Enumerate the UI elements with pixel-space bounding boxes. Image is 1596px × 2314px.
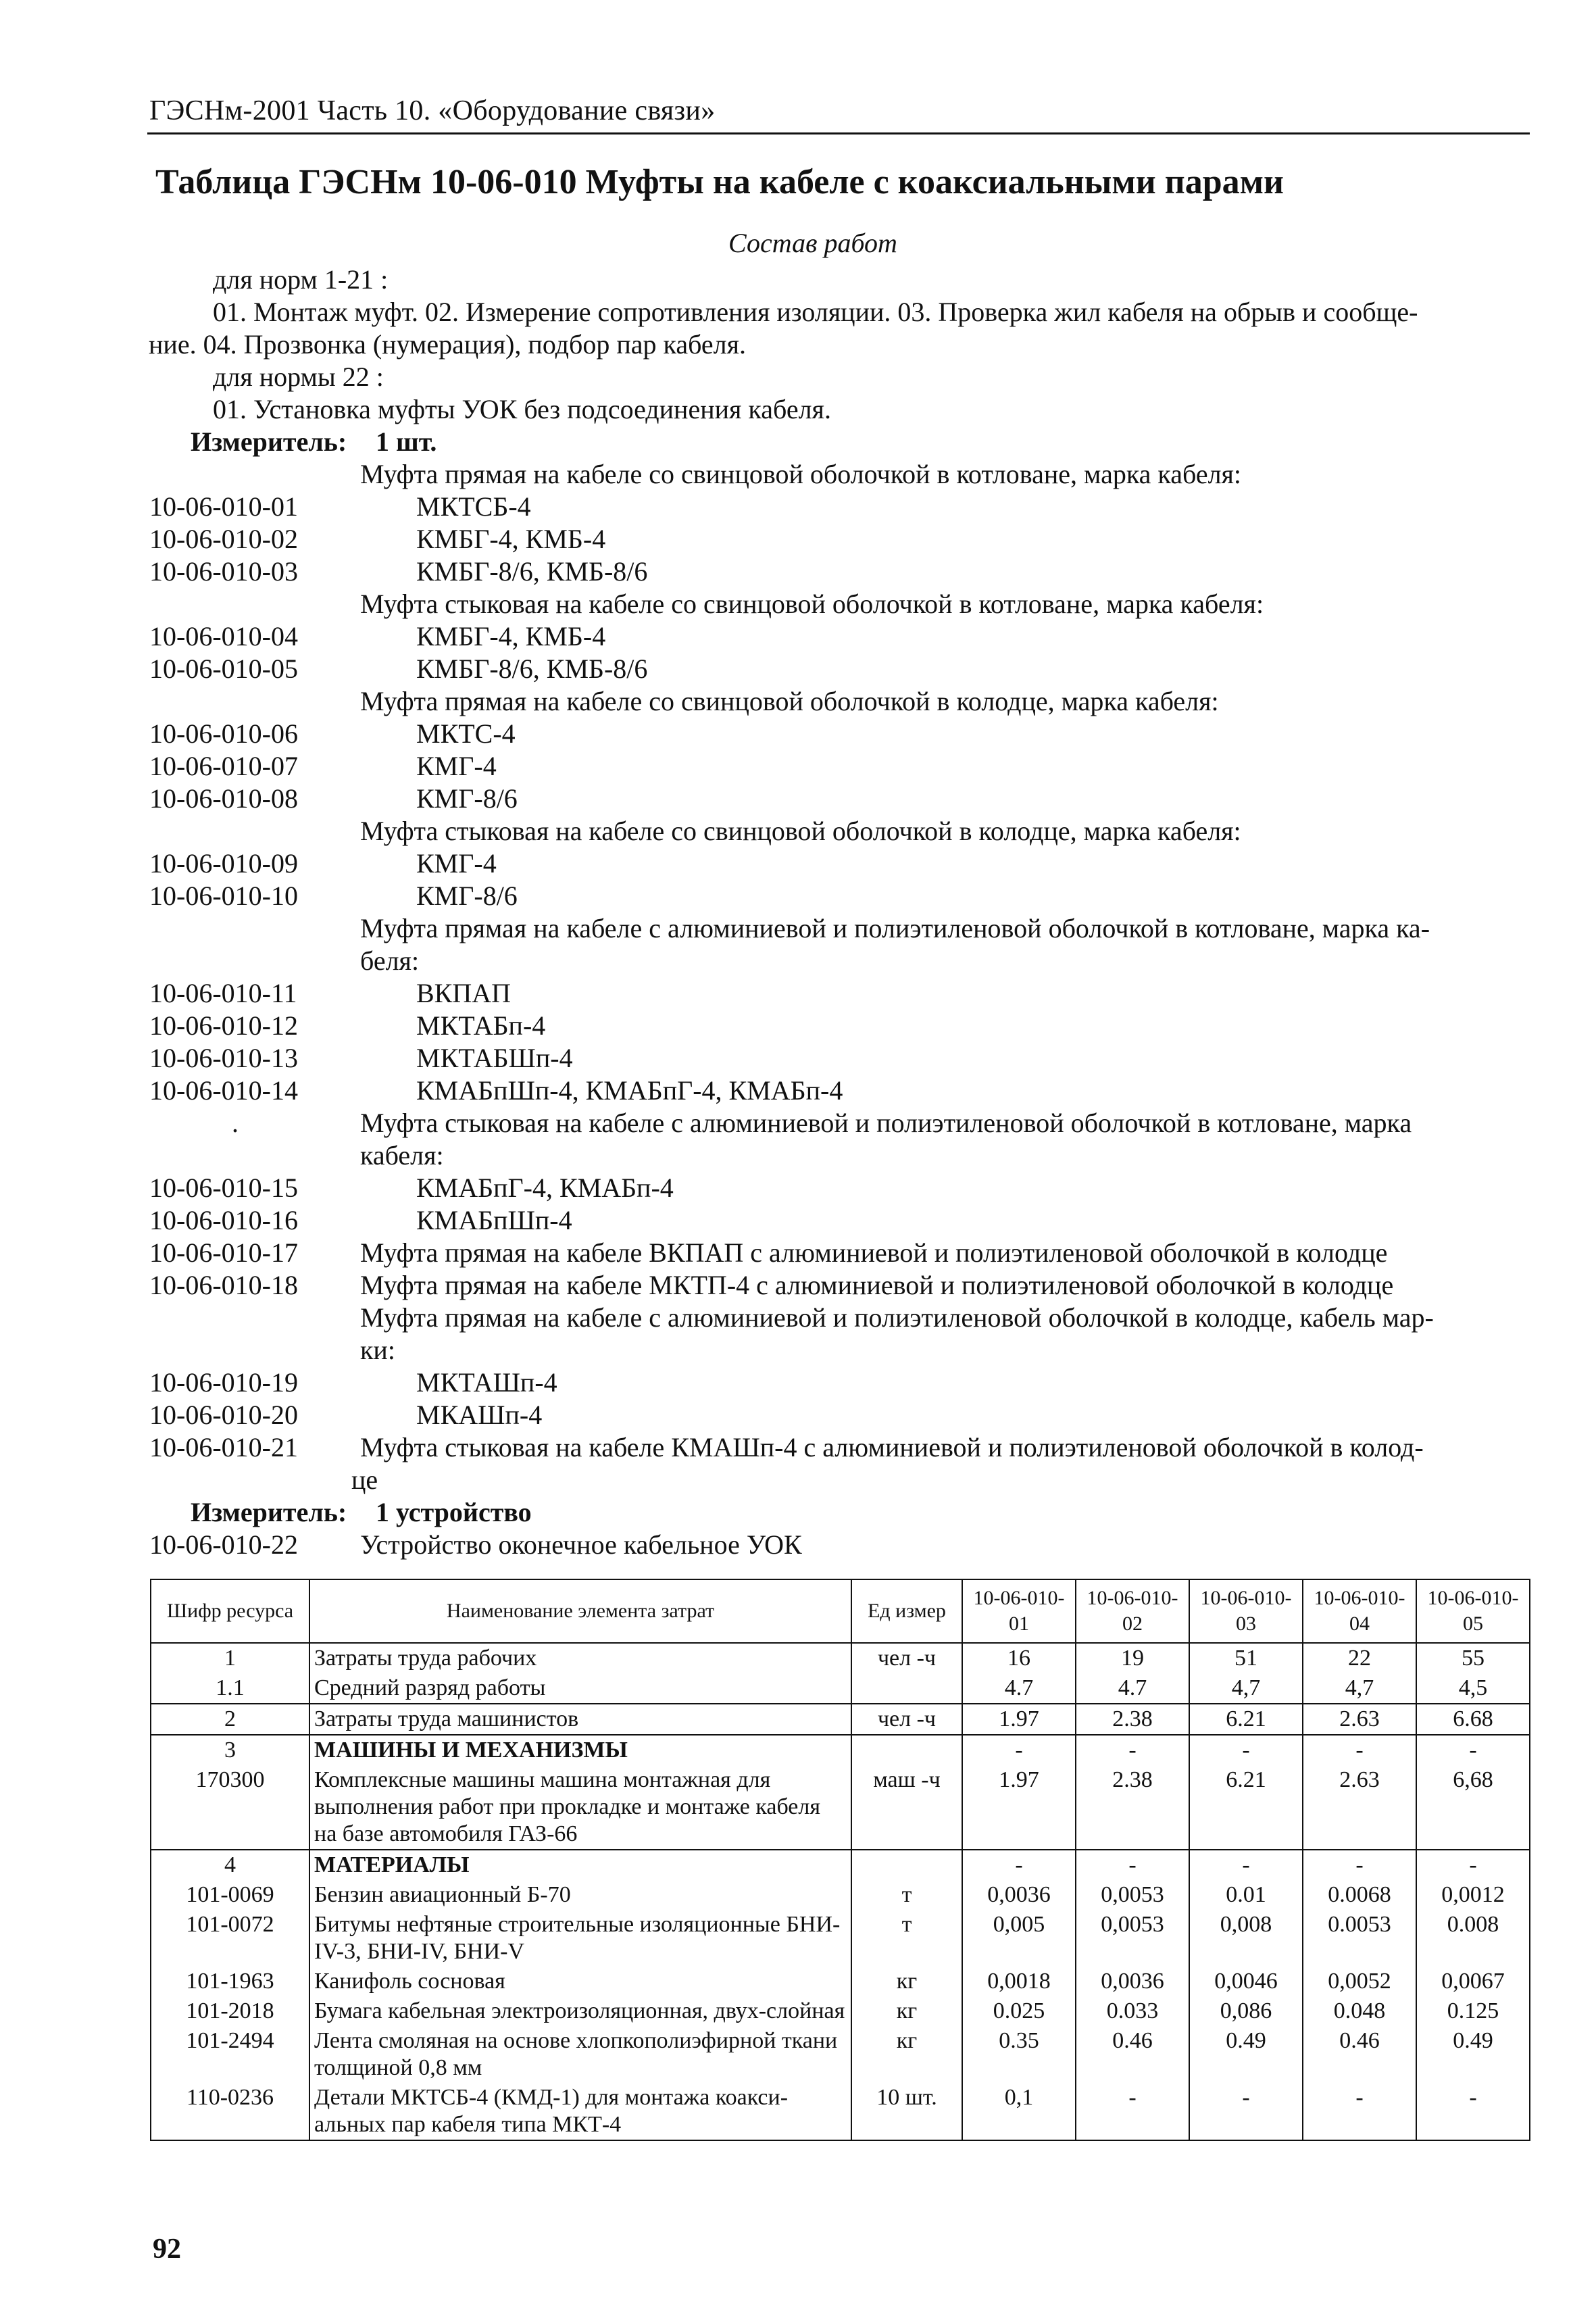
unit: [851, 1735, 962, 1765]
value-norm-04: 0.048: [1303, 1996, 1416, 2026]
cost-element-name: Битумы нефтяные строительные изоляционные БНИ-IV-3, БНИ-IV, БНИ-V: [309, 1910, 851, 1967]
norm-code: 10-06-010-21: [149, 1432, 298, 1462]
value-norm-01: 16: [962, 1643, 1076, 1673]
norm-code: 10-06-010-08: [149, 783, 298, 814]
resource-code: 101-2018: [151, 1996, 309, 2026]
group-heading-line2: ки:: [360, 1335, 395, 1365]
value-norm-04: 0.0068: [1303, 1880, 1416, 1910]
header-unit: Ед измер: [851, 1579, 962, 1643]
resource-code: 101-2494: [151, 2026, 309, 2083]
norm-code: 10-06-010-09: [149, 848, 298, 879]
cost-element-name: Бензин авиационный Б-70: [309, 1880, 851, 1910]
value-norm-05: -: [1416, 1850, 1530, 1880]
value-norm-05: 55: [1416, 1643, 1530, 1673]
value-norm-04: 4,7: [1303, 1673, 1416, 1704]
unit: маш -ч: [851, 1765, 962, 1850]
norm-code: 10-06-010-12: [149, 1010, 298, 1041]
value-norm-02: 2.38: [1076, 1765, 1189, 1850]
unit: кг: [851, 1967, 962, 1996]
resource-code: 3: [151, 1735, 309, 1765]
value-norm-03: 4,7: [1189, 1673, 1303, 1704]
value-norm-02: 0,0053: [1076, 1910, 1189, 1967]
value-norm-04: -: [1303, 2083, 1416, 2140]
unit: чел -ч: [851, 1704, 962, 1735]
value-norm-04: -: [1303, 1850, 1416, 1880]
header-norm-04: 10-06-010-04: [1303, 1579, 1416, 1643]
value-norm-01: -: [962, 1850, 1076, 1880]
unit: [851, 1673, 962, 1704]
value-norm-05: -: [1416, 1735, 1530, 1765]
value-norm-03: 0,0046: [1189, 1967, 1303, 1996]
section-heading: МАШИНЫ И МЕХАНИЗМЫ: [309, 1735, 851, 1765]
norm-description-line1: Муфта стыковая на кабеле КМАШп-4 с алюминиевой и полиэтиленовой оболочкой в колод-: [360, 1432, 1424, 1462]
norm-description: ВКПАП: [416, 978, 512, 1008]
value-norm-05: 0.125: [1416, 1996, 1530, 2026]
value-norm-03: 6.21: [1189, 1704, 1303, 1735]
meter-value: 1 шт.: [376, 426, 437, 457]
value-norm-05: 4,5: [1416, 1673, 1530, 1704]
norm-description: КМАБпШп-4, КМАБпГ-4, КМАБп-4: [416, 1075, 843, 1106]
header-norm-03: 10-06-010-03: [1189, 1579, 1303, 1643]
norm-code: 10-06-010-20: [149, 1400, 298, 1430]
cost-element-name: Комплексные машины машина монтажная для выполнения работ при прокладке и монтаже кабеля на базе автомобиля ГАЗ-66: [309, 1765, 851, 1850]
value-norm-02: 0,0036: [1076, 1967, 1189, 1996]
value-norm-02: 2.38: [1076, 1704, 1189, 1735]
norms-1-21-text-line1: 01. Монтаж муфт. 02. Измерение сопротивления изоляции. 03. Проверка жил кабеля на обрыв и сообще-: [213, 297, 1418, 327]
norms-1-21-label: для норм 1-21 :: [213, 264, 389, 295]
value-norm-04: 0.0053: [1303, 1910, 1416, 1967]
value-norm-04: 0.46: [1303, 2026, 1416, 2083]
norm-description: КМАБпШп-4: [416, 1205, 572, 1235]
meter-label: Измеритель:: [191, 426, 347, 457]
value-norm-05: 0,0012: [1416, 1880, 1530, 1910]
value-norm-01: 0,0018: [962, 1967, 1076, 1996]
norm-code: 10-06-010-11: [149, 978, 297, 1008]
value-norm-04: 0,0052: [1303, 1967, 1416, 1996]
norm-code: 10-06-010-18: [149, 1270, 298, 1300]
norms-1-21-text-line2: ние. 04. Прозвонка (нумерация), подбор пар кабеля.: [149, 329, 747, 360]
work-composition-heading: Состав работ: [728, 228, 897, 258]
norm-code: 10-06-010-19: [149, 1367, 298, 1398]
value-norm-02: -: [1076, 2083, 1189, 2140]
norm-code: 10-06-010-17: [149, 1237, 298, 1268]
resource-code: 4: [151, 1850, 309, 1880]
norm-code: 10-06-010-15: [149, 1173, 298, 1203]
norm-description: КМБГ-8/6, КМБ-8/6: [416, 556, 648, 587]
norm-code: 10-06-010-10: [149, 881, 298, 911]
value-norm-03: 0.49: [1189, 2026, 1303, 2083]
value-norm-03: 0,086: [1189, 1996, 1303, 2026]
group-heading-line2: беля:: [360, 945, 420, 976]
norm-code: 10-06-010-07: [149, 751, 298, 781]
norm-description: МКТАШп-4: [416, 1367, 557, 1398]
unit: т: [851, 1910, 962, 1967]
norm-description: Муфта прямая на кабеле МКТП-4 с алюминиевой и полиэтиленовой оболочкой в колодце: [360, 1270, 1394, 1300]
value-norm-03: 6.21: [1189, 1765, 1303, 1850]
value-norm-02: 0.033: [1076, 1996, 1189, 2026]
value-norm-02: -: [1076, 1735, 1189, 1765]
header-norm-01: 10-06-010-01: [962, 1579, 1076, 1643]
norm-code: 10-06-010-06: [149, 718, 298, 749]
norm-description: МКТАБп-4: [416, 1010, 546, 1041]
group-heading-line1: Муфта стыковая на кабеле с алюминиевой и полиэтиленовой оболочкой в котловане, марка: [360, 1108, 1412, 1138]
value-norm-04: 2.63: [1303, 1704, 1416, 1735]
value-norm-02: 4.7: [1076, 1673, 1189, 1704]
norm-22-text: 01. Установка муфты УОК без подсоединения кабеля.: [213, 394, 831, 424]
norm-code: 10-06-010-14: [149, 1075, 298, 1106]
value-norm-03: -: [1189, 1850, 1303, 1880]
norm-description-line2: це: [351, 1464, 378, 1495]
norm-22-label: для нормы 22 :: [213, 362, 384, 392]
norm-description: КМБГ-4, КМБ-4: [416, 621, 606, 651]
cost-element-name: Затраты труда машинистов: [309, 1704, 851, 1735]
table-row: [151, 2083, 1530, 2140]
norm-description: КМБГ-8/6, КМБ-8/6: [416, 654, 648, 684]
group-heading-line2: кабеля:: [360, 1140, 444, 1171]
value-norm-01: 0.025: [962, 1996, 1076, 2026]
resource-cost-table: [150, 1579, 1530, 2141]
value-norm-04: -: [1303, 1735, 1416, 1765]
value-norm-05: -: [1416, 2083, 1530, 2140]
group-heading: Муфта прямая на кабеле со свинцовой оболочкой в колодце, марка кабеля:: [360, 686, 1219, 716]
table-row: [151, 1735, 1530, 1765]
value-norm-01: 0.35: [962, 2026, 1076, 2083]
norm-description: МКТАБШп-4: [416, 1043, 573, 1073]
table-row: [151, 2026, 1530, 2083]
norm-description: МКАШп-4: [416, 1400, 543, 1430]
norm-code: 10-06-010-22: [149, 1529, 298, 1560]
value-norm-02: -: [1076, 1850, 1189, 1880]
value-norm-01: 0,1: [962, 2083, 1076, 2140]
norm-code: 10-06-010-01: [149, 491, 298, 522]
norm-code: 10-06-010-02: [149, 524, 298, 554]
resource-code: 2: [151, 1704, 309, 1735]
value-norm-01: -: [962, 1735, 1076, 1765]
norm-description: КМГ-8/6: [416, 783, 518, 814]
unit: [851, 1850, 962, 1880]
group-heading: Муфта стыковая на кабеле со свинцовой оболочкой в котловане, марка кабеля:: [360, 589, 1264, 619]
header-norm-05: 10-06-010-05: [1416, 1579, 1530, 1643]
resource-code: 101-0072: [151, 1910, 309, 1967]
table-row: [151, 1880, 1530, 1910]
resource-code: 101-1963: [151, 1967, 309, 1996]
cost-element-name: Бумага кабельная электроизоляционная, двух-слойная: [309, 1996, 851, 2026]
group-heading: Муфта стыковая на кабеле со свинцовой оболочкой в колодце, марка кабеля:: [360, 816, 1241, 846]
value-norm-05: 0.49: [1416, 2026, 1530, 2083]
section-heading: МАТЕРИАЛЫ: [309, 1850, 851, 1880]
table-row: [151, 1996, 1530, 2026]
table-row: [151, 1643, 1530, 1673]
value-norm-01: 1.97: [962, 1765, 1076, 1850]
norm-code: 10-06-010-03: [149, 556, 298, 587]
unit: чел -ч: [851, 1643, 962, 1673]
cost-element-name: Средний разряд работы: [309, 1673, 851, 1704]
norm-code: 10-06-010-04: [149, 621, 298, 651]
table-row: [151, 1704, 1530, 1735]
value-norm-02: 0,0053: [1076, 1880, 1189, 1910]
value-norm-01: 1.97: [962, 1704, 1076, 1735]
norm-description: КМГ-8/6: [416, 881, 518, 911]
value-norm-04: 22: [1303, 1643, 1416, 1673]
table-row: [151, 1850, 1530, 1880]
value-norm-05: 0.008: [1416, 1910, 1530, 1967]
norm-description: КМГ-4: [416, 848, 497, 879]
norm-code: 10-06-010-16: [149, 1205, 298, 1235]
value-norm-03: 0.01: [1189, 1880, 1303, 1910]
value-norm-05: 0,0067: [1416, 1967, 1530, 1996]
table-title: Таблица ГЭСНм 10-06-010 Муфты на кабеле с коаксиальными парами: [155, 163, 1284, 201]
page-number: 92: [153, 2234, 181, 2265]
resource-code: 1.1: [151, 1673, 309, 1704]
group-heading: Муфта прямая на кабеле со свинцовой оболочкой в котловане, марка кабеля:: [360, 459, 1242, 489]
table-row: [151, 1910, 1530, 1967]
unit: т: [851, 1880, 962, 1910]
norm-description: МКТС-4: [416, 718, 516, 749]
table-row: [151, 1673, 1530, 1704]
value-norm-03: 0,008: [1189, 1910, 1303, 1967]
running-head: ГЭСНм-2001 Часть 10. «Оборудование связи»: [149, 95, 716, 126]
value-norm-01: 4.7: [962, 1673, 1076, 1704]
value-norm-03: 51: [1189, 1643, 1303, 1673]
value-norm-02: 0.46: [1076, 2026, 1189, 2083]
header-rule: [147, 132, 1530, 134]
norm-description: КМАБпГ-4, КМАБп-4: [416, 1173, 674, 1203]
norm-description: КМГ-4: [416, 751, 497, 781]
header-cost-element-name: Наименование элемента затрат: [309, 1579, 851, 1643]
unit: кг: [851, 1996, 962, 2026]
unit: 10 шт.: [851, 2083, 962, 2140]
value-norm-05: 6,68: [1416, 1765, 1530, 1850]
norm-description: Муфта прямая на кабеле ВКПАП с алюминиевой и полиэтиленовой оболочкой в колодце: [360, 1237, 1388, 1268]
value-norm-03: -: [1189, 2083, 1303, 2140]
value-norm-04: 2.63: [1303, 1765, 1416, 1850]
meter-value: 1 устройство: [376, 1497, 532, 1527]
norm-description: КМБГ-4, КМБ-4: [416, 524, 606, 554]
norm-code: 10-06-010-13: [149, 1043, 298, 1073]
group-heading-line1: Муфта прямая на кабеле с алюминиевой и полиэтиленовой оболочкой в колодце, кабель мар-: [360, 1302, 1434, 1333]
value-norm-05: 6.68: [1416, 1704, 1530, 1735]
table-row: [151, 1765, 1530, 1850]
resource-code: 110-0236: [151, 2083, 309, 2140]
table-row: [151, 1967, 1530, 1996]
norm-description: Устройство оконечное кабельное УОК: [360, 1529, 802, 1560]
value-norm-02: 19: [1076, 1643, 1189, 1673]
group-heading-line1: Муфта прямая на кабеле с алюминиевой и полиэтиленовой оболочкой в котловане, марка ка-: [360, 913, 1430, 943]
cost-element-name: Детали МКТСБ-4 (КМД-1) для монтажа коакси-альных пар кабеля типа МКТ-4: [309, 2083, 851, 2140]
resource-code: 1: [151, 1643, 309, 1673]
cost-element-name: Затраты труда рабочих: [309, 1643, 851, 1673]
norm-code: 10-06-010-05: [149, 654, 298, 684]
header-norm-02: 10-06-010-02: [1076, 1579, 1189, 1643]
resource-code: 101-0069: [151, 1880, 309, 1910]
value-norm-01: 0,005: [962, 1910, 1076, 1967]
stray-mark: .: [232, 1108, 239, 1138]
unit: кг: [851, 2026, 962, 2083]
value-norm-03: -: [1189, 1735, 1303, 1765]
norm-description: МКТСБ-4: [416, 491, 531, 522]
meter-label: Измеритель:: [191, 1497, 347, 1527]
resource-code: 170300: [151, 1765, 309, 1850]
cost-element-name: Канифоль сосновая: [309, 1967, 851, 1996]
header-resource-code: Шифр ресурса: [151, 1579, 309, 1643]
cost-element-name: Лента смоляная на основе хлопкополиэфирной ткани толщиной 0,8 мм: [309, 2026, 851, 2083]
value-norm-01: 0,0036: [962, 1880, 1076, 1910]
